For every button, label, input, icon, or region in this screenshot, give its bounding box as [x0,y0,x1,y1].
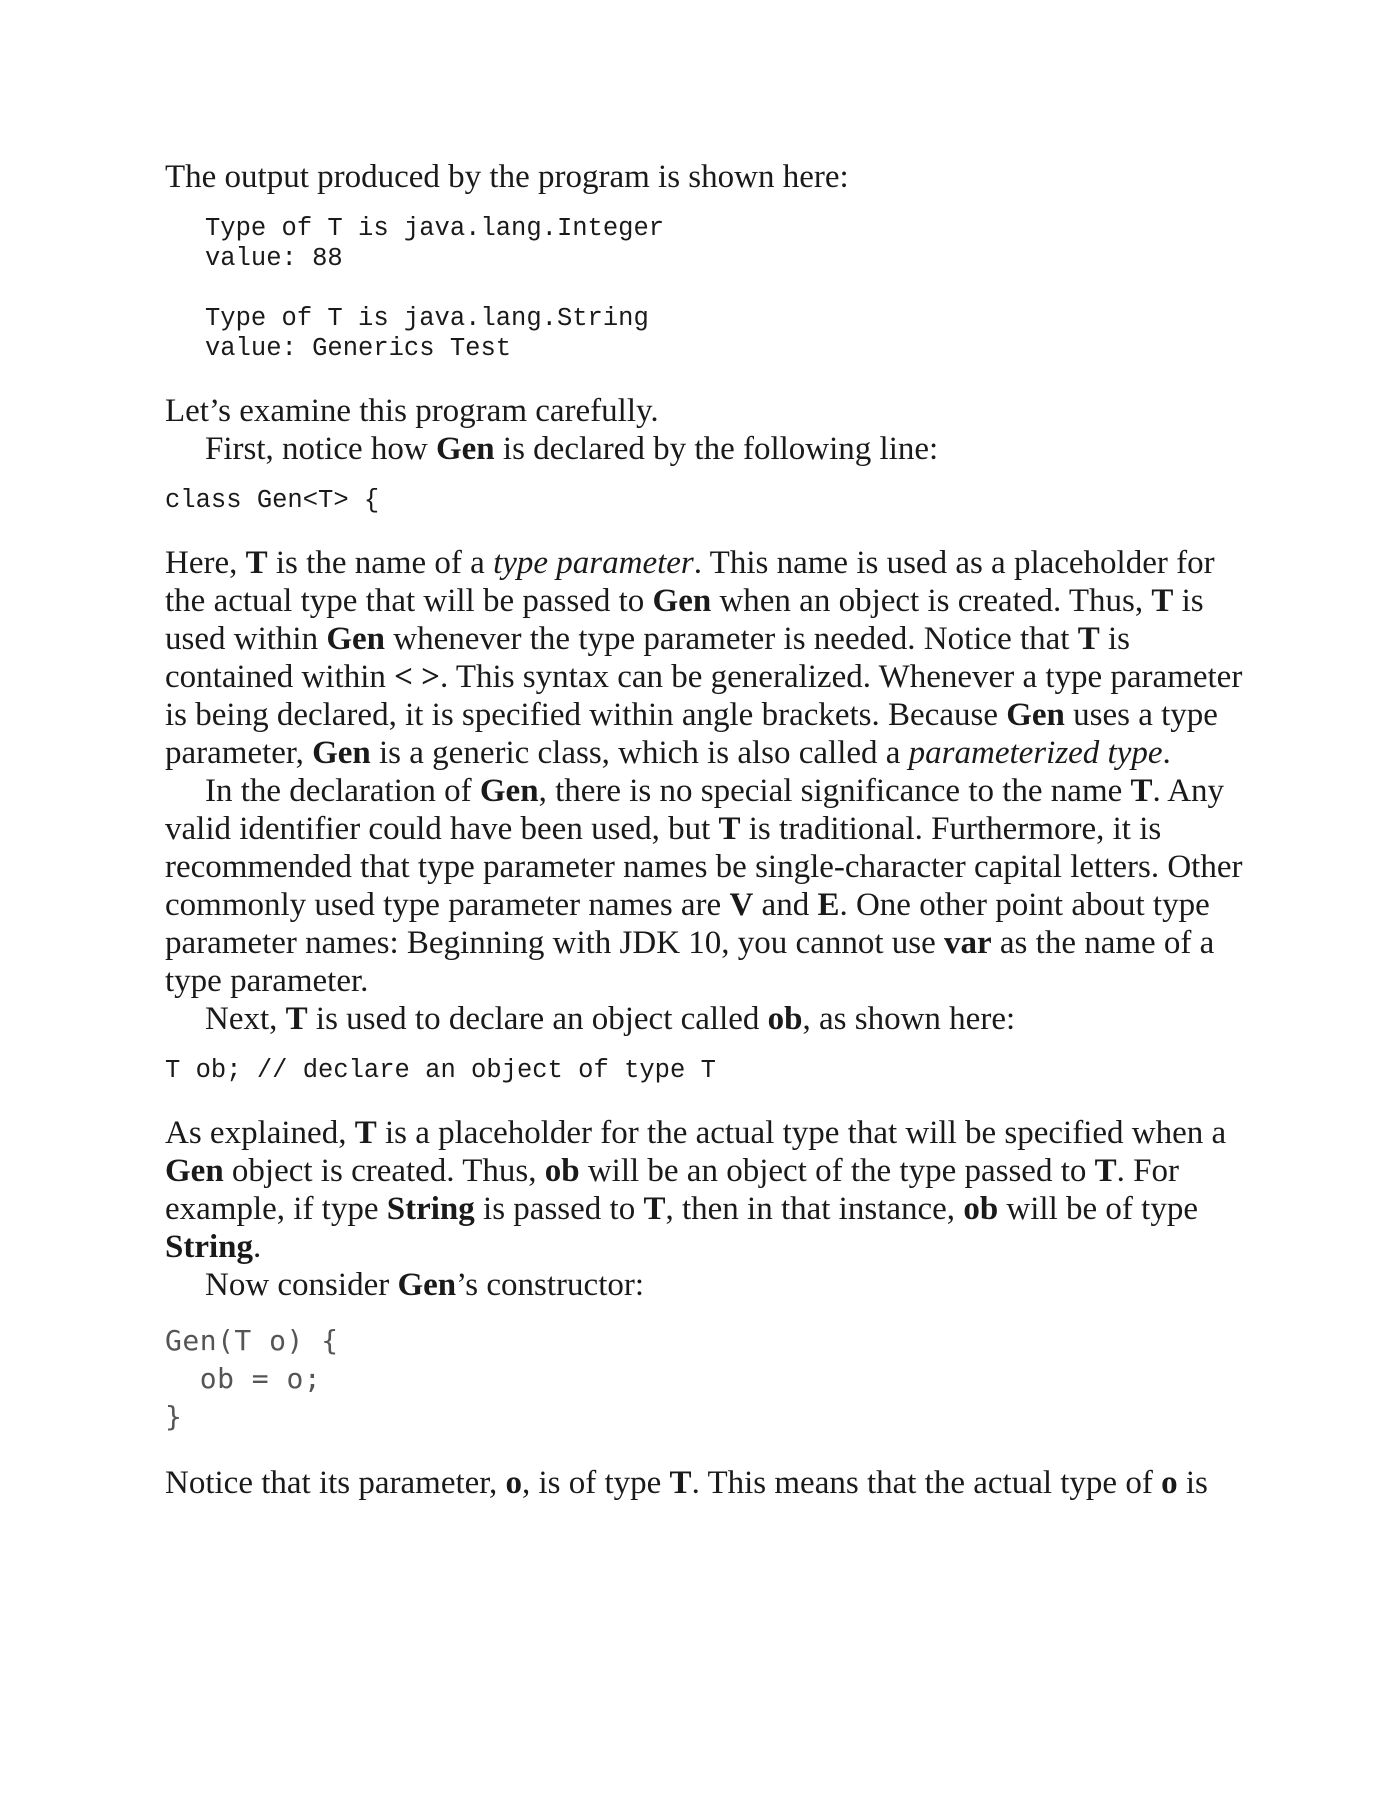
notice-paragraph: Notice that its parameter, o, is of type T. This means that the actual type of o is [165,1465,1208,1501]
declaration-paragraph: In the declaration of Gen, there is no special significance to the name T. Any valid identifier could have been used, but T is traditional. Furthermore, it is recommended that type parameter names be single-character capital letters. Other commonly used type parameter names are V and E. One other point about type parameter names: Beginning with JDK 10, you cannot use var as the name of a type parameter. [165,773,1243,999]
code-constructor [165,1322,1255,1436]
constructor-line: Gen(T o) { [165,1324,339,1357]
constructor-line: } [165,1400,183,1433]
intro-paragraph: The output produced by the program is shown here: [165,159,849,195]
output-line: Type of T is java.lang.String [205,304,649,333]
output-block-1 [165,214,1255,274]
examine-paragraph: Let’s examine this program carefully. [165,393,659,429]
code-ob-declaration: T ob; // declare an object of type T [165,1056,716,1085]
document-page [165,158,1255,1502]
next-paragraph: Next, T is used to declare an object called ob, as shown here: [205,1001,1016,1037]
output-line: value: Generics Test [205,334,512,363]
output-line: Type of T is java.lang.Integer [205,214,665,243]
explained-paragraph: As explained, T is a placeholder for the actual type that will be specified when a Gen object is created. Thus, ob will be an object of the type passed to T. For example, if type String is passed to T, then in that instance, ob will be of type String. [165,1115,1227,1265]
output-block-2 [165,304,1255,364]
first-paragraph: First, notice how Gen is declared by the following line: [205,431,939,467]
code-class-declaration: class Gen<T> { [165,486,380,515]
here-paragraph: Here, T is the name of a type parameter. This name is used as a placeholder for the actual type that will be passed to Gen when an object is created. Thus, T is used within Gen whenever the type parameter is needed. Notice that T is contained within < >. This syntax can be generalized. Whenever a type parameter is being declared, it is specified within angle brackets. Because Gen uses a type parameter, Gen is a generic class, which is also called a parameterized type. [165,545,1243,771]
constructor-line: ob = o; [165,1362,322,1395]
now-paragraph: Now consider Gen’s constructor: [205,1267,645,1303]
output-line: value: 88 [205,244,343,273]
